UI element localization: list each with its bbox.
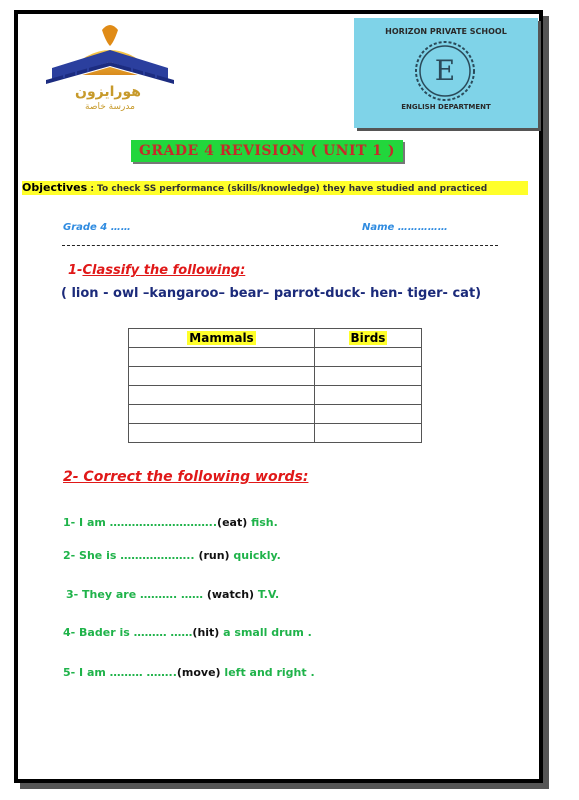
table-cell[interactable]: [315, 405, 422, 424]
item-verb: (hit): [192, 626, 220, 639]
question-1-title: Classify the following:: [82, 263, 246, 278]
exercise-item-5: [63, 666, 315, 679]
english-department-stamp: [354, 18, 538, 128]
logo-arabic-name: هورايزون: [75, 84, 141, 100]
question-2-heading: 2- Correct the following words:: [63, 469, 309, 485]
question-1-heading: [68, 263, 245, 278]
item-ending: quickly.: [229, 549, 281, 562]
item-prompt: 5- I am ……… ……..: [63, 666, 177, 679]
table-row: [129, 367, 422, 386]
table-cell[interactable]: [129, 348, 315, 367]
item-prompt: 4- Bader is ……… ……: [63, 626, 193, 639]
svg-text:E: E: [434, 54, 456, 87]
item-verb: (run): [198, 549, 230, 562]
item-prompt: 2- She is ………………..: [63, 549, 199, 562]
objectives-label: Objectives: [22, 181, 88, 194]
table-cell[interactable]: [129, 386, 315, 405]
item-verb: (move): [176, 666, 221, 679]
stamp-school-name: HORIZON PRIVATE SCHOOL: [385, 27, 507, 36]
item-ending: T.V.: [254, 588, 280, 601]
word-list: ( lion - owl –kangaroo– bear– parrot-duck- hen- tiger- cat): [61, 286, 482, 301]
exercise-item-3: [66, 588, 279, 601]
item-prompt: 1- I am ………………………..: [63, 516, 218, 529]
column-header-birds: Birds: [315, 329, 422, 348]
logo-arabic-subtitle: مدرسة خاصة: [85, 102, 135, 112]
table-cell[interactable]: [129, 367, 315, 386]
stamp-emblem: [414, 40, 476, 102]
table-cell[interactable]: [315, 386, 422, 405]
grade-field[interactable]: Grade 4 ……: [63, 222, 131, 233]
objectives-text: : To check SS performance (skills/knowledge) they have studied and practiced: [87, 184, 488, 194]
table-row: [129, 405, 422, 424]
question-1-number: 1-: [68, 263, 83, 278]
page-shadow-bottom: [20, 783, 549, 789]
table-row: [129, 348, 422, 367]
table-row: [129, 386, 422, 405]
stamp-department: ENGLISH DEPARTMENT: [401, 103, 491, 111]
item-ending: fish.: [247, 516, 278, 529]
classification-table: [128, 328, 422, 443]
item-prompt: 3- They are ………. ……: [66, 588, 207, 601]
page-shadow-right: [543, 16, 549, 789]
title-banner: [131, 140, 403, 162]
worksheet-title: GRADE 4 REVISION ( UNIT 1 ): [138, 143, 396, 159]
table-cell[interactable]: [315, 424, 422, 443]
item-ending: left and right .: [220, 666, 315, 679]
table-cell[interactable]: [315, 367, 422, 386]
exercise-item-1: [63, 516, 278, 529]
table-row: [129, 424, 422, 443]
separator-line: [62, 245, 498, 246]
exercise-item-4: [63, 626, 312, 639]
table-cell[interactable]: [129, 424, 315, 443]
name-field[interactable]: Name ……………: [362, 222, 448, 233]
item-verb: (eat): [217, 516, 248, 529]
item-ending: a small drum .: [219, 626, 312, 639]
objectives-line: [22, 181, 528, 195]
exercise-item-2: [63, 549, 281, 562]
table-cell[interactable]: [129, 405, 315, 424]
item-verb: (watch): [206, 588, 255, 601]
column-header-mammals: Mammals: [129, 329, 315, 348]
table-cell[interactable]: [315, 348, 422, 367]
